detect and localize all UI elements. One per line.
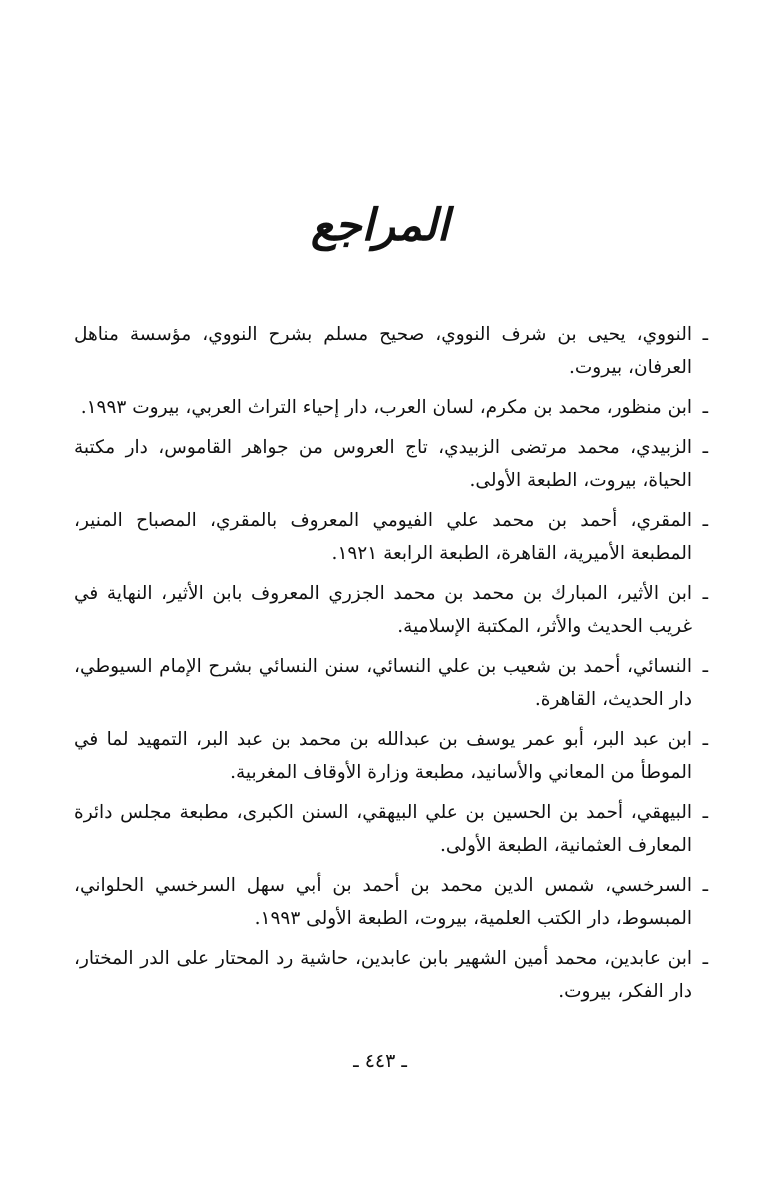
reference-item bbox=[74, 869, 708, 935]
list-marker: ـ bbox=[702, 324, 708, 345]
page-title: المراجع bbox=[310, 200, 450, 251]
list-marker: ـ bbox=[702, 437, 708, 458]
reference-item bbox=[74, 650, 708, 716]
references-list bbox=[74, 318, 708, 1015]
reference-text: السرخسي، شمس الدين محمد بن أحمد بن أبي سهل السرخسي الحلواني، المبسوط، دار الكتب العلمية، بيروت، الطبعة الأولى ١٩٩٣. bbox=[74, 875, 692, 929]
reference-text: ابن منظور، محمد بن مكرم، لسان العرب، دار إحياء التراث العربي، بيروت ١٩٩٣. bbox=[80, 397, 692, 418]
list-marker: ـ bbox=[702, 948, 708, 969]
list-marker: ـ bbox=[702, 397, 708, 418]
reference-text: النووي، يحيى بن شرف النووي، صحيح مسلم بشرح النووي، مؤسسة مناهل العرفان، بيروت. bbox=[74, 324, 692, 378]
reference-text: ابن عابدين، محمد أمين الشهير بابن عابدين، حاشية رد المحتار على الدر المختار، دار الفكر، بيروت. bbox=[74, 948, 692, 1002]
list-marker: ـ bbox=[702, 875, 708, 896]
reference-text: ابن عبد البر، أبو عمر يوسف بن عبدالله بن محمد بن عبد البر، التمهيد لما في الموطأ من المعاني والأسانيد، مطبعة وزارة الأوقاف المغربية. bbox=[74, 729, 692, 783]
reference-item bbox=[74, 391, 708, 424]
reference-item bbox=[74, 504, 708, 570]
list-marker: ـ bbox=[702, 510, 708, 531]
list-marker: ـ bbox=[702, 583, 708, 604]
page-number: ـ ٤٤٣ ـ bbox=[353, 1050, 407, 1072]
reference-text: المقري، أحمد بن محمد علي الفيومي المعروف بالمقري، المصباح المنير، المطبعة الأميرية، القاهرة، الطبعة الرابعة ١٩٢١. bbox=[74, 510, 692, 564]
reference-text: الزبيدي، محمد مرتضى الزبيدي، تاج العروس من جواهر القاموس، دار مكتبة الحياة، بيروت، الطبعة الأولى. bbox=[74, 437, 692, 491]
reference-item bbox=[74, 431, 708, 497]
reference-item bbox=[74, 942, 708, 1008]
reference-item bbox=[74, 723, 708, 789]
list-marker: ـ bbox=[702, 656, 708, 677]
reference-item bbox=[74, 577, 708, 643]
reference-text: ابن الأثير، المبارك بن محمد بن محمد الجزري المعروف بابن الأثير، النهاية في غريب الحديث والأثر، المكتبة الإسلامية. bbox=[74, 583, 692, 637]
reference-item bbox=[74, 796, 708, 862]
list-marker: ـ bbox=[702, 802, 708, 823]
reference-text: النسائي، أحمد بن شعيب بن علي النسائي، سنن النسائي بشرح الإمام السيوطي، دار الحديث، القاهرة. bbox=[74, 656, 692, 710]
reference-text: البيهقي، أحمد بن الحسين بن علي البيهقي، السنن الكبرى، مطبعة مجلس دائرة المعارف العثمانية، الطبعة الأولى. bbox=[74, 802, 692, 856]
reference-item bbox=[74, 318, 708, 384]
list-marker: ـ bbox=[702, 729, 708, 750]
